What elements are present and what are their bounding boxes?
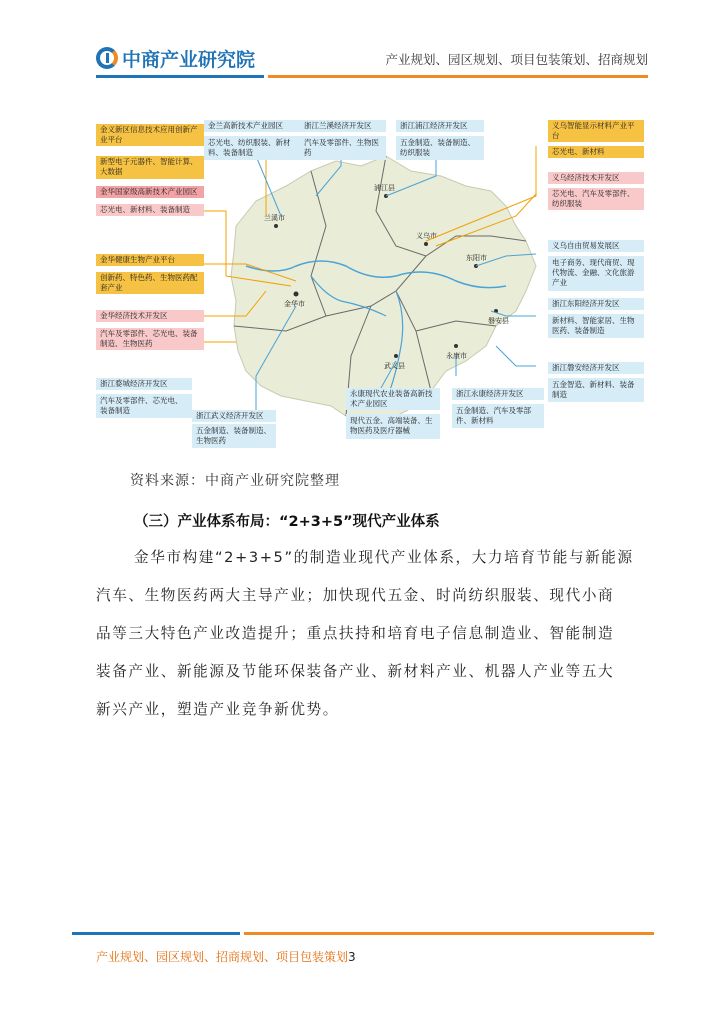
header-tagline: 产业规划、园区规划、项目包装策划、招商规划: [385, 52, 648, 67]
map-landmass: [231, 156, 536, 421]
map-city-label: 金华市: [284, 301, 305, 308]
section-heading: （三）产业体系布局：“2+3+5”现代产业体系: [134, 514, 440, 530]
paragraph-line: 汽车、生物医药两大主导产业；加快现代五金、时尚纺织服装、现代小商: [96, 587, 615, 604]
callout-lanxi-edz: 浙江兰溪经济开发区 汽车及零部件、生物医药: [300, 120, 386, 160]
callout-jinhua-etdz: 金华经济技术开发区 汽车及零部件、芯光电、装备制造、生物医药: [96, 310, 204, 350]
logo-text: 中商产业研究院: [122, 48, 256, 71]
map-city-label: 义乌市: [416, 233, 437, 240]
callout-yongkang-edz: 浙江永康经济开发区 五金制造、汽车及零部件、新材料: [452, 388, 544, 428]
figure-source: 资料来源：中商产业研究院整理: [130, 473, 340, 489]
callout-wuyi-edz: 浙江武义经济开发区 五金制造、装备制造、生物医药: [192, 410, 276, 448]
callout-dongyang-edz: 浙江东阳经济开发区 新材料、智能家居、生物医药、装备制造: [548, 298, 644, 338]
paragraph-line: 新兴产业，塑造产业竞争新优势。: [96, 701, 339, 718]
page-number: 3: [348, 950, 356, 964]
map-city-label: 武义县: [384, 363, 405, 370]
logo-mark-icon: [96, 47, 118, 69]
callout-yiwu-free-trade: 义乌自由贸易发展区 电子商务、现代商贸、现代物流、金融、文化旅游产业: [548, 240, 644, 291]
callout-jinyi-xinchuang: 金义新区信息技术应用创新产业平台 新型电子元器件、智能计算、大数据: [96, 124, 204, 179]
callout-jinlan-high-tech: 金兰高新技术产业园区 芯光电、纺织服装、新材料、装备制造: [204, 120, 300, 160]
company-logo: [96, 44, 255, 72]
footer-rule-blue: [72, 932, 240, 935]
callout-wucheng-edz: 浙江婺城经济开发区 汽车及零部件、芯光电、装备制造: [96, 378, 192, 418]
callout-jinhua-high-tech-zone: 金华国家级高新技术产业园区 芯光电、新材料、装备制造: [96, 186, 204, 216]
paragraph-line: 品等三大特色产业改造提升；重点扶持和培育电子信息制造业、智能制造: [96, 625, 615, 642]
industry-park-map-figure: [96, 116, 644, 446]
map-city-label: 东阳市: [466, 255, 487, 262]
map-city-label: 浦江县: [374, 185, 395, 192]
paragraph-line: 装备产业、新能源及节能环保装备产业、新材料产业、机器人产业等五大: [96, 663, 615, 680]
map-city-label: 兰溪市: [264, 215, 285, 222]
callout-yongkang-agri-equipment: 永康现代农业装备高新技术产业园区 现代五金、高端装备、生物医药及医疗器械: [346, 388, 440, 439]
footer: [96, 948, 356, 965]
paragraph-line: 金华市构建“2+3+5”的制造业现代产业体系，大力培育节能与新能源: [134, 549, 634, 566]
callout-jinhua-bio-platform: 金华健康生物产业平台 创新药、特色药、生物医药配套产业: [96, 254, 204, 294]
map-city-label: 磐安县: [488, 318, 509, 325]
callout-yiwu-display-platform: 义乌智能显示材料产业平台 芯光电、新材料: [548, 120, 644, 158]
callout-panan-edz: 浙江磐安经济开发区 五金智造、新材料、装备制造: [548, 362, 644, 402]
footer-rule-orange: [244, 932, 654, 935]
callout-pujiang-edz: 浙江浦江经济开发区 五金制造、装备制造、纺织服装: [396, 120, 484, 160]
header-rule-orange: [268, 75, 648, 78]
header-rule-blue: [96, 75, 264, 78]
callout-yiwu-etdz: 义乌经济技术开发区 芯光电、汽车及零部件、纺织服装: [548, 172, 644, 210]
map-city-label: 永康市: [446, 353, 467, 360]
footer-tagline: 产业规划、园区规划、招商规划、项目包装策划: [96, 950, 349, 964]
